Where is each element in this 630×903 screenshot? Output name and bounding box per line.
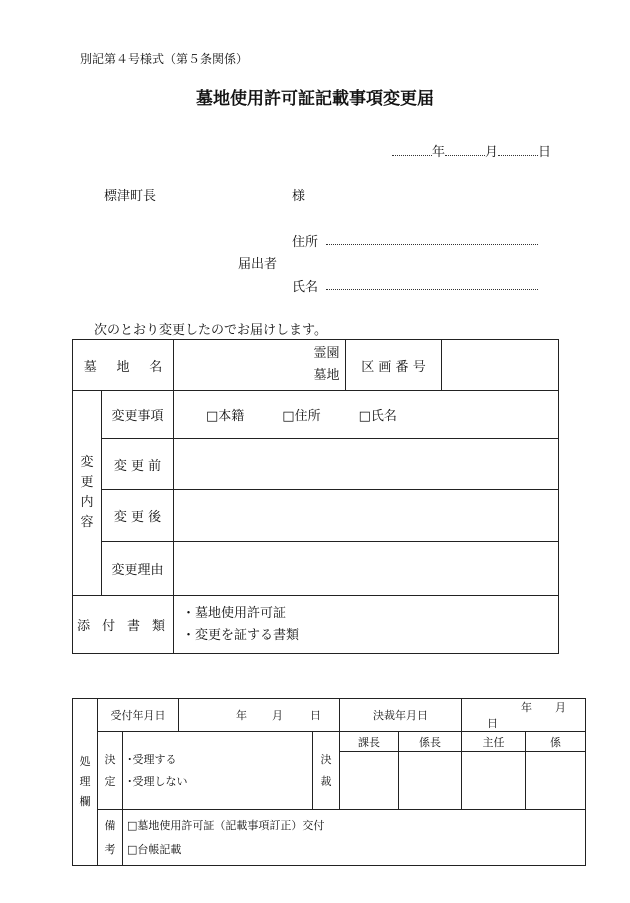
day-blank[interactable] [498, 143, 538, 156]
cemetery-type-reien: 霊園 [313, 346, 340, 361]
submission-date [392, 141, 551, 160]
month-label: 月 [485, 145, 499, 160]
before-label: 変 更 前 [102, 439, 174, 490]
option-honseki[interactable]: □本籍 [206, 409, 245, 424]
address-label: 住所 [292, 235, 319, 250]
decision-options [123, 732, 313, 810]
decision-date-label: 決裁年月日 [340, 699, 462, 732]
received-date-label: 受付年月日 [98, 699, 179, 732]
address-field[interactable] [326, 244, 538, 245]
reason-label: 変更理由 [102, 542, 174, 596]
day-label: 日 [538, 145, 552, 160]
decision-date-field[interactable]: 年 月日 [462, 699, 586, 732]
cemetery-type-bochi: 墓地 [313, 368, 340, 383]
seal-kacho[interactable] [340, 752, 399, 810]
attachments-label: 添 付 書 類 [73, 596, 174, 654]
remarks-label: 備 考 [98, 810, 123, 866]
received-date-field[interactable]: 年 月 日 [179, 699, 340, 732]
remark-ledger-entry[interactable]: □台帳記載 [127, 842, 182, 856]
after-field[interactable] [174, 490, 559, 542]
addressee: 標津町長 [104, 189, 157, 204]
cemetery-name-label: 墓 地 名 [73, 340, 174, 391]
attachments-list [174, 596, 559, 654]
change-form-table [72, 339, 559, 654]
applicant-label: 届出者 [238, 257, 278, 272]
option-name[interactable]: □氏名 [358, 409, 397, 424]
seal-shunin[interactable] [462, 752, 526, 810]
approver-kakari: 係 [526, 732, 586, 752]
seal-kakari[interactable] [526, 752, 586, 810]
cemetery-name-field[interactable] [174, 340, 314, 391]
approver-kakaricho: 係長 [399, 732, 462, 752]
attachment-item: ・墓地使用許可証 [182, 605, 287, 621]
attachment-item: ・変更を証する書類 [182, 627, 300, 643]
approver-shunin: 主任 [462, 732, 526, 752]
name-label: 氏名 [292, 280, 319, 295]
decision-reject[interactable]: ･受理しない [127, 774, 188, 788]
after-label: 変 更 後 [102, 490, 174, 542]
reason-field[interactable] [174, 542, 559, 596]
page-title: 墓地使用許可証記載事項変更届 [196, 89, 434, 109]
name-field[interactable] [326, 289, 538, 290]
year-label: 年 [432, 145, 446, 160]
change-item-label: 変更事項 [102, 391, 174, 439]
intro-text: 次のとおり変更したのでお届けします。 [94, 323, 327, 338]
cemetery-type [314, 340, 346, 391]
decision-label: 決 定 [98, 732, 123, 810]
processing-table [72, 698, 586, 866]
processing-label: 処 理 欄 [73, 699, 98, 866]
honorific: 様 [292, 189, 306, 204]
section-number-field[interactable] [442, 340, 559, 391]
section-number-label: 区 画 番 号 [346, 340, 442, 391]
form-reference: 別記第４号様式（第５条関係） [80, 52, 249, 66]
approver-kacho: 課長 [340, 732, 399, 752]
remarks-list [123, 810, 586, 866]
approval-label: 決 裁 [313, 732, 340, 810]
option-address[interactable]: □住所 [282, 409, 321, 424]
change-item-options [174, 391, 559, 439]
month-blank[interactable] [445, 143, 485, 156]
seal-kakaricho[interactable] [399, 752, 462, 810]
change-content-label: 変 更 内 容 [73, 391, 102, 596]
decision-accept[interactable]: ･受理する [127, 752, 177, 766]
remark-certificate-issued[interactable]: □墓地使用許可証（記載事項訂正）交付 [127, 818, 325, 832]
before-field[interactable] [174, 439, 559, 490]
year-blank[interactable] [392, 143, 432, 156]
